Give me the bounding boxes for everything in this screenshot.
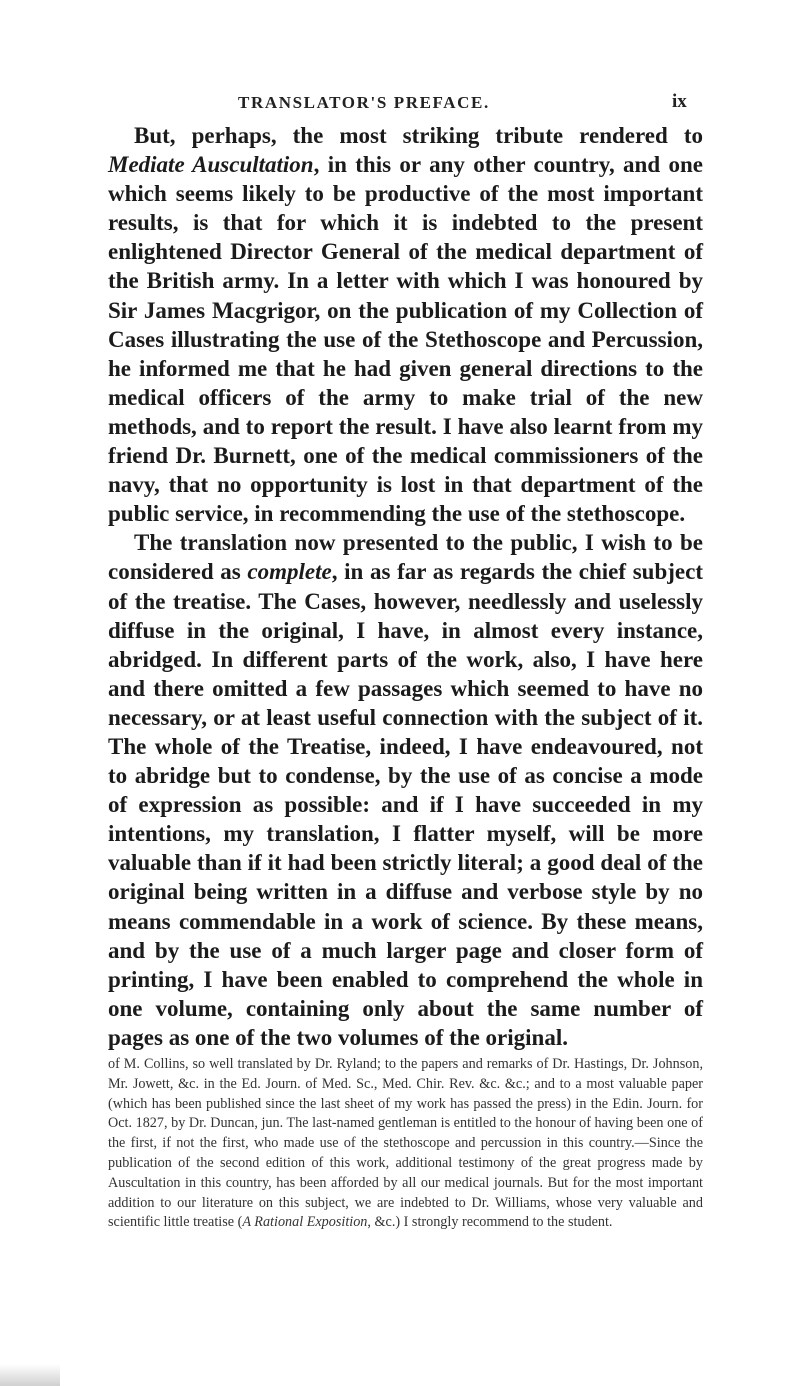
italic-run: Mediate Auscultation <box>108 152 314 178</box>
footnote-text <box>108 1055 703 1233</box>
footnote <box>108 1055 703 1233</box>
page-number: ix <box>672 91 687 112</box>
text-run: , &c.) I strongly recommend to the student. <box>367 1214 613 1231</box>
italic-run: complete <box>247 559 332 585</box>
running-title: TRANSLATOR'S PREFACE. <box>238 93 490 112</box>
running-head <box>0 93 800 119</box>
text-run: of M. Collins, so well translated by Dr. Ryland; to the papers and remarks of Dr. Hastings, Dr. Johnson, Mr. Jowett, &c. in the Ed. Journ. of Med. Sc., Med. Chir. Rev. &c. &c.; and to a most valuable paper (which has been published since the last sheet of my work has passed the press) in the Edin. Journ. for Oct. 1827, by Dr. Duncan, jun. The last-named gentleman is entitled to the honour of having been one of the first, if not the first, who made use of the stethoscope and percussion in this country.—Since the publication of the second edition of this work, additional testimony of the great progress made by Auscultation in this country, has been afforded by all our medical journals. But for the most important addition to our literature on this subject, we are indebted to Dr. Williams, whose very valuable and scientific little treatise ( <box>108 1056 703 1231</box>
italic-run: A Rational Exposition <box>242 1214 368 1231</box>
text-run: , in as far as regards the chief subject of the treatise. The Cases, however, needlessly and uselessly diffuse in the original, I have, in almost every instance, abridged. In different parts of the work, also, I have here and there omitted a few passages which seemed to have no necessary, or at least useful connection with the subject of it. The whole of the Treatise, indeed, I have endeavoured, not to abridge but to condense, by the use of as concise a mode of expression as possible: and if I have succeeded in my intentions, my translation, I flatter myself, will be more valuable than if it had been strictly literal; a good deal of the original being written in a diffuse and verbose style by no means commendable in a work of science. By these means, and by the use of a much larger page and closer form of printing, I have been enabled to comprehend the whole in one volume, containing only about the same number of pages as one of the two volumes of the original. <box>108 559 703 1050</box>
paragraph <box>108 528 703 1052</box>
body-text <box>108 121 703 1052</box>
text-run: The translation now presented to the public, I wish to be considered as <box>108 530 703 585</box>
page-smudge <box>0 1364 60 1386</box>
paragraph <box>108 121 703 528</box>
text-run: , in this or any other country, and one which seems likely to be productive of the most important results, is that for which it is indebted to the present enlightened Director General of the medical department of the British army. In a letter with which I was honoured by Sir James Macgrigor, on the publication of my Collection of Cases illustrating the use of the Stethoscope and Percussion, he informed me that he had given general directions to the medical officers of the army to make trial of the new methods, and to report the result. I have also learnt from my friend Dr. Burnett, one of the medical commissioners of the navy, that no opportunity is lost in that department of the public service, in recommending the use of the stethoscope. <box>108 152 704 527</box>
text-run: But, perhaps, the most striking tribute rendered to <box>134 123 703 148</box>
